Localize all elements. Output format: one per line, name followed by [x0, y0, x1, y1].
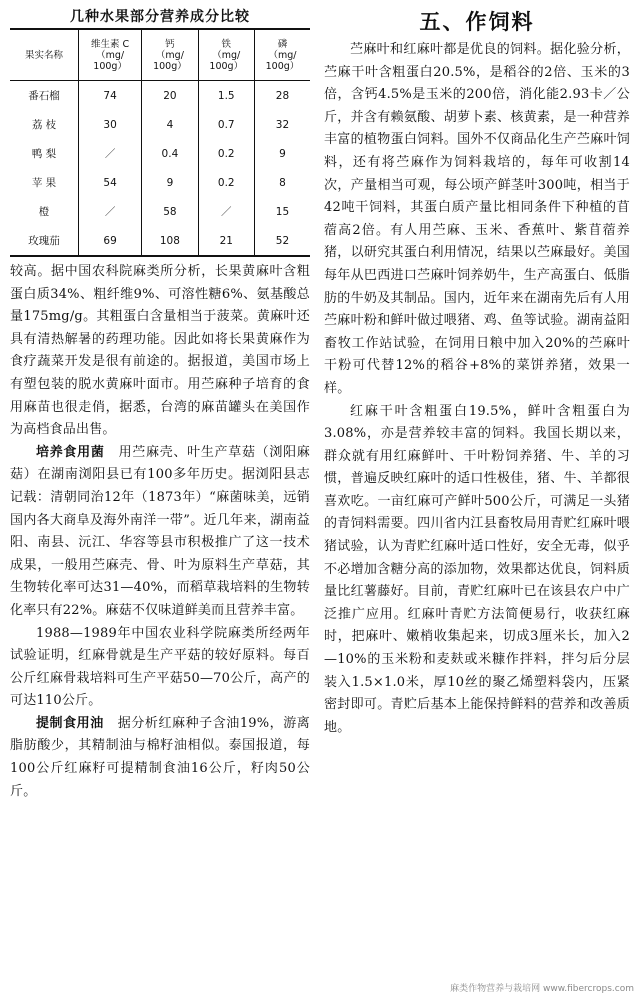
oil-heading: 提制食用油 [36, 715, 104, 731]
table-cell: 28 [254, 81, 310, 111]
table-header-cell: 磷 （mg/ 100g） [254, 29, 310, 81]
table-header-row [10, 29, 310, 81]
table-header-cell: 钙 （mg/ 100g） [142, 29, 198, 81]
table-row [10, 139, 310, 168]
table-cell: 9 [142, 168, 198, 197]
table-cell: 58 [142, 197, 198, 226]
oil-paragraph [10, 713, 310, 803]
table-cell: 74 [79, 81, 142, 111]
table-cell: 54 [79, 168, 142, 197]
fruit-name-cell: 橙 [38, 206, 50, 218]
ramie-feed-paragraph: 苎麻叶和红麻叶都是优良的饲料。据化验分析，苎麻干叶含粗蛋白20.5%，是稻谷的2倍、玉米的3倍，含钙4.5%是玉米的200倍，消化能2.93卡／公斤，并含有赖氨酸、胡萝卜素、核黄素，是一种营养丰富的植物蛋白饲料。国外不仅商品化生产苎麻叶饲料，还有将苎麻作为饲料栽培的，每年可收割14次，产量相当可观，每公顷产鲜茎叶300吨，相当于42吨干饲料，其蛋白质产量比相同条件下种植的苜蓿高2倍。有人用苎麻、玉米、香蕉叶、紫苜蓿养猪，以研究其蛋白利用情况，结果以苎麻最好。美国每年从巴西进口苎麻叶饲养奶牛，生产高蛋白、低脂肪的牛奶及其制品。国内，近年来在湖南先后有人用苎麻叶粉和鲜叶做过喂猪、鸡、鱼等试验。湖南益阳畜牧工作站试验，在饲用日粮中加入20%的苎麻叶干粉可代替12%的稻谷+8%的菜饼养猪，效果一样。 [324, 42, 630, 396]
fruit-name-cell: 鸭 梨 [31, 148, 57, 160]
table-cell: 108 [142, 226, 198, 256]
table-row [10, 110, 310, 139]
table-title: 几种水果部分营养成分比较 [70, 9, 250, 25]
section-title: 五、作饲料 [419, 9, 535, 34]
fruit-name-cell: 苹 果 [31, 177, 57, 189]
intro-paragraph: 较高。据中国农科院麻类所分析，长果黄麻叶含粗蛋白质34%、粗纤维9%、可溶性糖6%、氨基酸总量175mg/g。其粗蛋白含量相当于菠菜。黄麻叶还具有清热解暑的药理功能。因此如将长果黄麻作为食疗蔬菜开发是很有前途的。据报道，美国市场上有塑包装的脱水黄麻叶面市。用苎麻种子培育的食用麻苗也很走俏，据悉，台湾的麻苗罐头在美国作为高档食品出售。 [10, 264, 310, 438]
table-cell: 0.4 [142, 139, 198, 168]
table-cell: 32 [254, 110, 310, 139]
table-cell: 0.7 [198, 110, 254, 139]
table-cell: ／ [79, 197, 142, 226]
oyster-mushroom-paragraph: 1988—1989年中国农业科学院麻类所经两年试验证明，红麻骨就是生产平菇的较好原料。每百公斤红麻骨栽培料可生产平菇50—70公斤，高产的可达110公斤。 [10, 625, 310, 709]
table-cell: 30 [79, 110, 142, 139]
table-cell: 4 [142, 110, 198, 139]
table-cell: 1.5 [198, 81, 254, 111]
table-row [10, 81, 310, 111]
table-header-cell: 果实名称 [10, 29, 79, 81]
table-cell: 15 [254, 197, 310, 226]
table-body [10, 81, 310, 257]
mushroom-paragraph [10, 442, 310, 623]
fruit-name-cell: 玫瑰茄 [28, 235, 60, 247]
table-header-cell: 铁 （mg/ 100g） [198, 29, 254, 81]
table-cell: ／ [198, 197, 254, 226]
fruit-name-cell: 番石榴 [28, 90, 60, 102]
table-header-cell: 维生素 C （mg/ 100g） [79, 29, 142, 81]
table-cell: 52 [254, 226, 310, 256]
mushroom-text: 用苎麻壳、叶生产草菇（浏阳麻菇）在湖南浏阳县已有100多年历史。据浏阳县志记载：清朝同治12年（1873年）“麻菌味美，远销国内各大商阜及海外南洋一带”。近几年来，湖南益阳、南县、沅江、华容等县市积极推广了这一技术成果，一般用苎麻壳、骨、叶为原料生产草菇，其生物转化率可达31—40%，而稻草栽培料的生物转化率只有22%。麻菇不仅味道鲜美而且营养丰富。 [10, 444, 310, 618]
mushroom-heading: 培养食用菌 [36, 444, 105, 460]
left-column [10, 6, 310, 803]
table-row [10, 168, 310, 197]
table-cell: 20 [142, 81, 198, 111]
table-cell: 8 [254, 168, 310, 197]
kenaf-feed-paragraph: 红麻干叶含粗蛋白19.5%，鲜叶含粗蛋白为3.08%，亦是营养较丰富的饲料。我国长期以来，群众就有用红麻鲜叶、干叶粉饲养猪、牛、羊的习惯，普遍反映红麻叶的适口性极佳，猪、牛、羊都很喜欢吃。一亩红麻可产鲜叶500公斤，可满足一头猪的青饲料需要。四川省内江县畜牧局用青贮红麻叶喂猪试验，认为青贮红麻叶适口性好，安全无毒，似乎不必增加含糖分高的添加物，效果都达优良，饲料质量比红薯藤好。目前，青贮红麻叶已在该县农户中广泛推广应用。红麻叶青贮方法简便易行，收获红麻时，把麻叶、嫩梢收集起来，切成3厘米长，加入2—10%的玉米粉和麦麸或米糠作拌料，拌匀后分层装入1.5×1.0米，厚10丝的聚乙烯塑料袋内，压紧密封即可。青贮后基本上能保持鲜料的营养和改善质地。 [324, 403, 630, 735]
table-cell: 0.2 [198, 168, 254, 197]
table-cell: 21 [198, 226, 254, 256]
right-column [324, 6, 630, 739]
table-cell: ／ [79, 139, 142, 168]
table-cell: 69 [79, 226, 142, 256]
nutrition-table [10, 28, 310, 257]
table-cell: 0.2 [198, 139, 254, 168]
watermark: 麻类作物营养与栽培网 www.fibercrops.com [450, 981, 634, 994]
oil-text: 据分析红麻种子含油19%，游离脂肪酸少，其精制油与棉籽油相似。泰国报道，每100公斤红麻籽可提精制食油16公斤，籽肉50公斤。 [10, 715, 310, 799]
table-row [10, 226, 310, 256]
table-cell: 9 [254, 139, 310, 168]
fruit-name-cell: 荔 枝 [31, 119, 57, 131]
table-row [10, 197, 310, 226]
